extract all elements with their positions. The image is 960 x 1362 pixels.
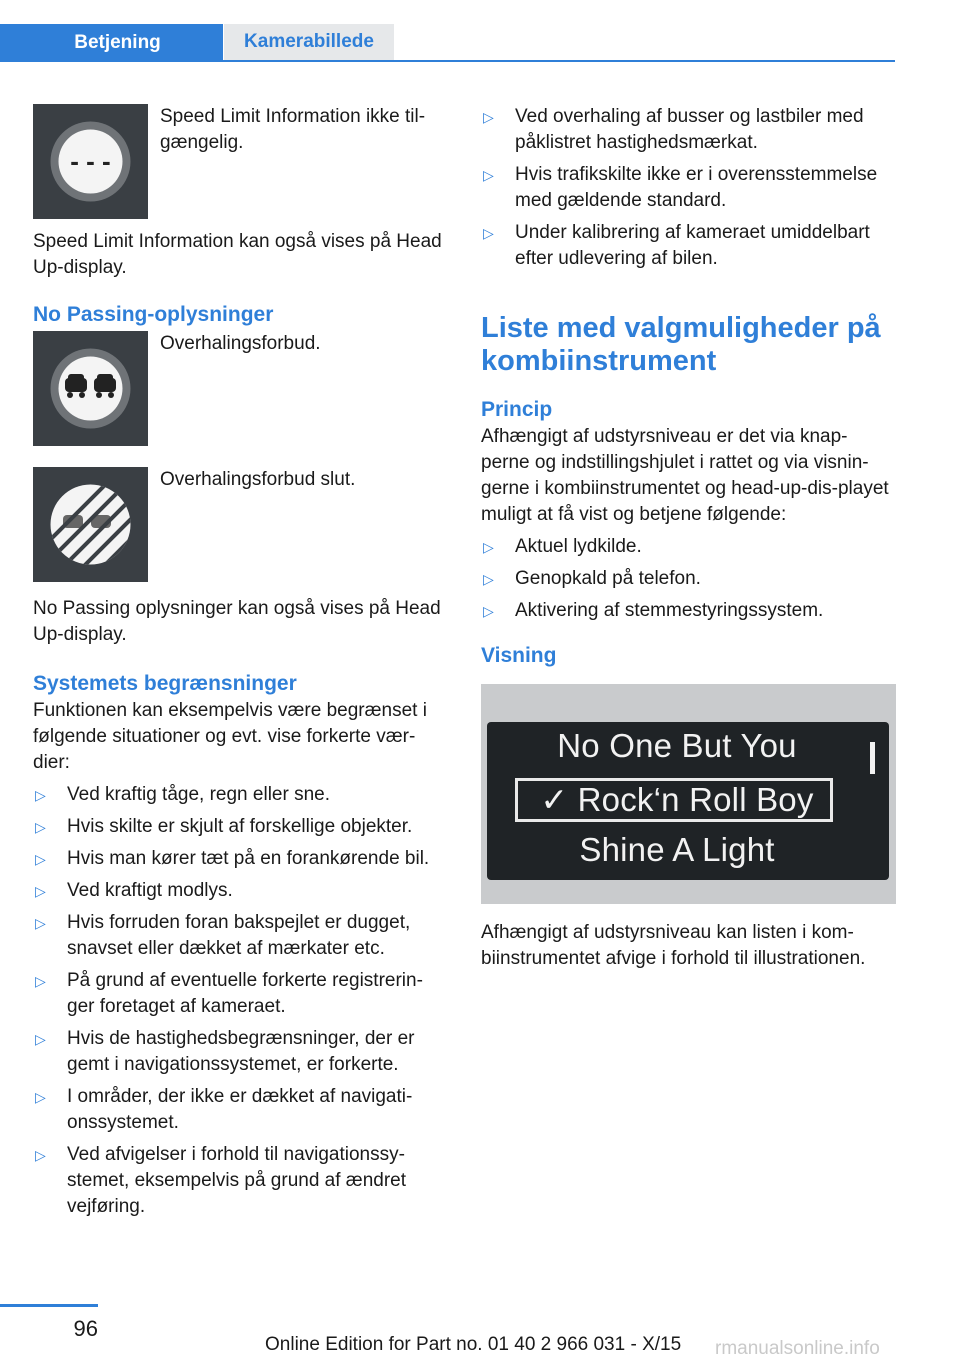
display-scrollbar xyxy=(870,742,875,774)
princip-paragraph: Afhængigt af udstyrsniveau er det via knap‐perne og indstillingshjulet i rattet og via visnin‐gerne i kombiinstrumentet og head-up-dis‐playet muligt at få vist og betjene følgende: xyxy=(481,426,889,525)
bullet-triangle-icon: ▷ xyxy=(35,851,46,867)
no-passing-heading: No Passing-oplysninger xyxy=(33,303,274,326)
visning-heading: Visning xyxy=(481,644,557,667)
list-item: ▷ Hvis skilte er skjult af forskellige objekter. xyxy=(33,814,448,840)
sign1-display-text: - - - xyxy=(70,146,111,176)
tab-kamerabillede[interactable]: Kamerabillede xyxy=(224,24,394,60)
chapter-tabbar xyxy=(0,24,895,62)
watermark: rmanualsonline.info xyxy=(715,1338,880,1359)
bullet-triangle-icon: ▷ xyxy=(35,915,46,931)
sign2-caption: Overhalingsforbud. xyxy=(160,333,321,354)
limitations-list-continued xyxy=(481,104,896,272)
bullet-triangle-icon: ▷ xyxy=(35,787,46,803)
sign1-caption: Speed Limit Information ikke til‐gængelig. xyxy=(160,106,426,153)
list-item: ▷ På grund af eventuelle forkerte registrerin‐ger foretaget af kameraet. xyxy=(35,970,423,1017)
bullet-triangle-icon: ▷ xyxy=(35,1147,46,1163)
sign-row-no-passing-end xyxy=(33,467,448,582)
cluster-display-screen xyxy=(487,722,889,880)
princip-heading: Princip xyxy=(481,398,553,421)
list-item: ▷ Hvis trafikskilte ikke er i overensstemmelse med gældende standard. xyxy=(483,164,878,211)
bullet-triangle-icon: ▷ xyxy=(35,1031,46,1047)
right-column xyxy=(481,104,896,972)
display-list-item: No One But You xyxy=(557,727,797,764)
bullet-triangle-icon: ▷ xyxy=(483,603,494,619)
edition-footer: Online Edition for Part no. 01 40 2 966 031 - X/15 xyxy=(265,1334,682,1355)
bullet-triangle-icon: ▷ xyxy=(35,973,46,989)
list-item: ▷ Hvis forruden foran bakspejlet er dugget, snavset eller dækket af mærkater etc. xyxy=(35,912,411,959)
display-list-item: Shine A Light xyxy=(579,831,775,868)
list-item: ▷ Ved overhaling af busser og lastbiler med påklistret hastighedsmærkat. xyxy=(483,106,864,153)
tab-betjening[interactable]: Betjening xyxy=(0,24,223,62)
left-column xyxy=(33,104,448,1226)
list-item: ▷ Under kalibrering af kameraet umiddelbart efter udlevering af bilen. xyxy=(483,222,870,269)
list-item: ▷ Ved kraftigt modlys. xyxy=(33,878,448,904)
princip-list xyxy=(481,534,896,624)
visning-paragraph: Afhængigt af udstyrsniveau kan listen i kom‐biinstrumentet afvige i forhold til illustrationen. xyxy=(481,922,866,969)
list-item: ▷ Aktivering af stemmestyringssystem. xyxy=(481,598,896,624)
bullet-triangle-icon: ▷ xyxy=(35,819,46,835)
instrument-cluster-figure xyxy=(481,684,896,904)
header-rule xyxy=(0,60,895,62)
bullet-triangle-icon: ▷ xyxy=(35,883,46,899)
limitations-list xyxy=(33,782,448,1220)
limitations-intro: Funktionen kan eksempelvis være begrænset i følgende situationer og evt. vise forkerte vær‐dier: xyxy=(33,700,427,773)
list-item: ▷ Genopkald på telefon. xyxy=(481,566,896,592)
sign3-caption: Overhalingsforbud slut. xyxy=(160,469,356,490)
page-number-rule xyxy=(0,1304,98,1307)
list-item: ▷ Ved kraftig tåge, regn eller sne. xyxy=(33,782,448,808)
bullet-triangle-icon: ▷ xyxy=(483,225,494,241)
display-list-item-selected: ✓ Rock‘n Roll Boy xyxy=(540,781,814,818)
list-item: ▷ Ved afvigelser i forhold til navigationssy‐stemet, eksempelvis på grund af ændret vejføring. xyxy=(35,1144,407,1217)
sign-row-speed-unavailable xyxy=(33,104,448,219)
bullet-triangle-icon: ▷ xyxy=(483,167,494,183)
list-item: ▷ I områder, der ikke er dækket af navigati‐onssystemet. xyxy=(35,1086,413,1133)
list-item: ▷ Aktuel lydkilde. xyxy=(481,534,896,560)
no-passing-end-icon xyxy=(33,467,148,582)
bullet-triangle-icon: ▷ xyxy=(483,571,494,587)
speed-hud-paragraph: Speed Limit Information kan også vises på Head Up-display. xyxy=(33,231,442,278)
bullet-triangle-icon: ▷ xyxy=(35,1089,46,1105)
bullet-triangle-icon: ▷ xyxy=(483,539,494,555)
list-item: ▷ Hvis de hastighedsbegrænsninger, der er gemt i navigationssystemet, er forkerte. xyxy=(35,1028,415,1075)
section-heading-list: Liste med valgmuligheder på kombiinstrument xyxy=(481,312,881,377)
sign-row-no-passing xyxy=(33,331,448,446)
list-item: ▷ Hvis man kører tæt på en forankørende bil. xyxy=(33,846,448,872)
speed-limit-unavailable-icon xyxy=(33,104,148,219)
no-passing-icon xyxy=(33,331,148,446)
no-passing-hud-paragraph: No Passing oplysninger kan også vises på Head Up-display. xyxy=(33,598,441,645)
bullet-triangle-icon: ▷ xyxy=(483,109,494,125)
limitations-heading: Systemets begrænsninger xyxy=(33,672,297,695)
page-number: 96 xyxy=(73,1316,98,1341)
